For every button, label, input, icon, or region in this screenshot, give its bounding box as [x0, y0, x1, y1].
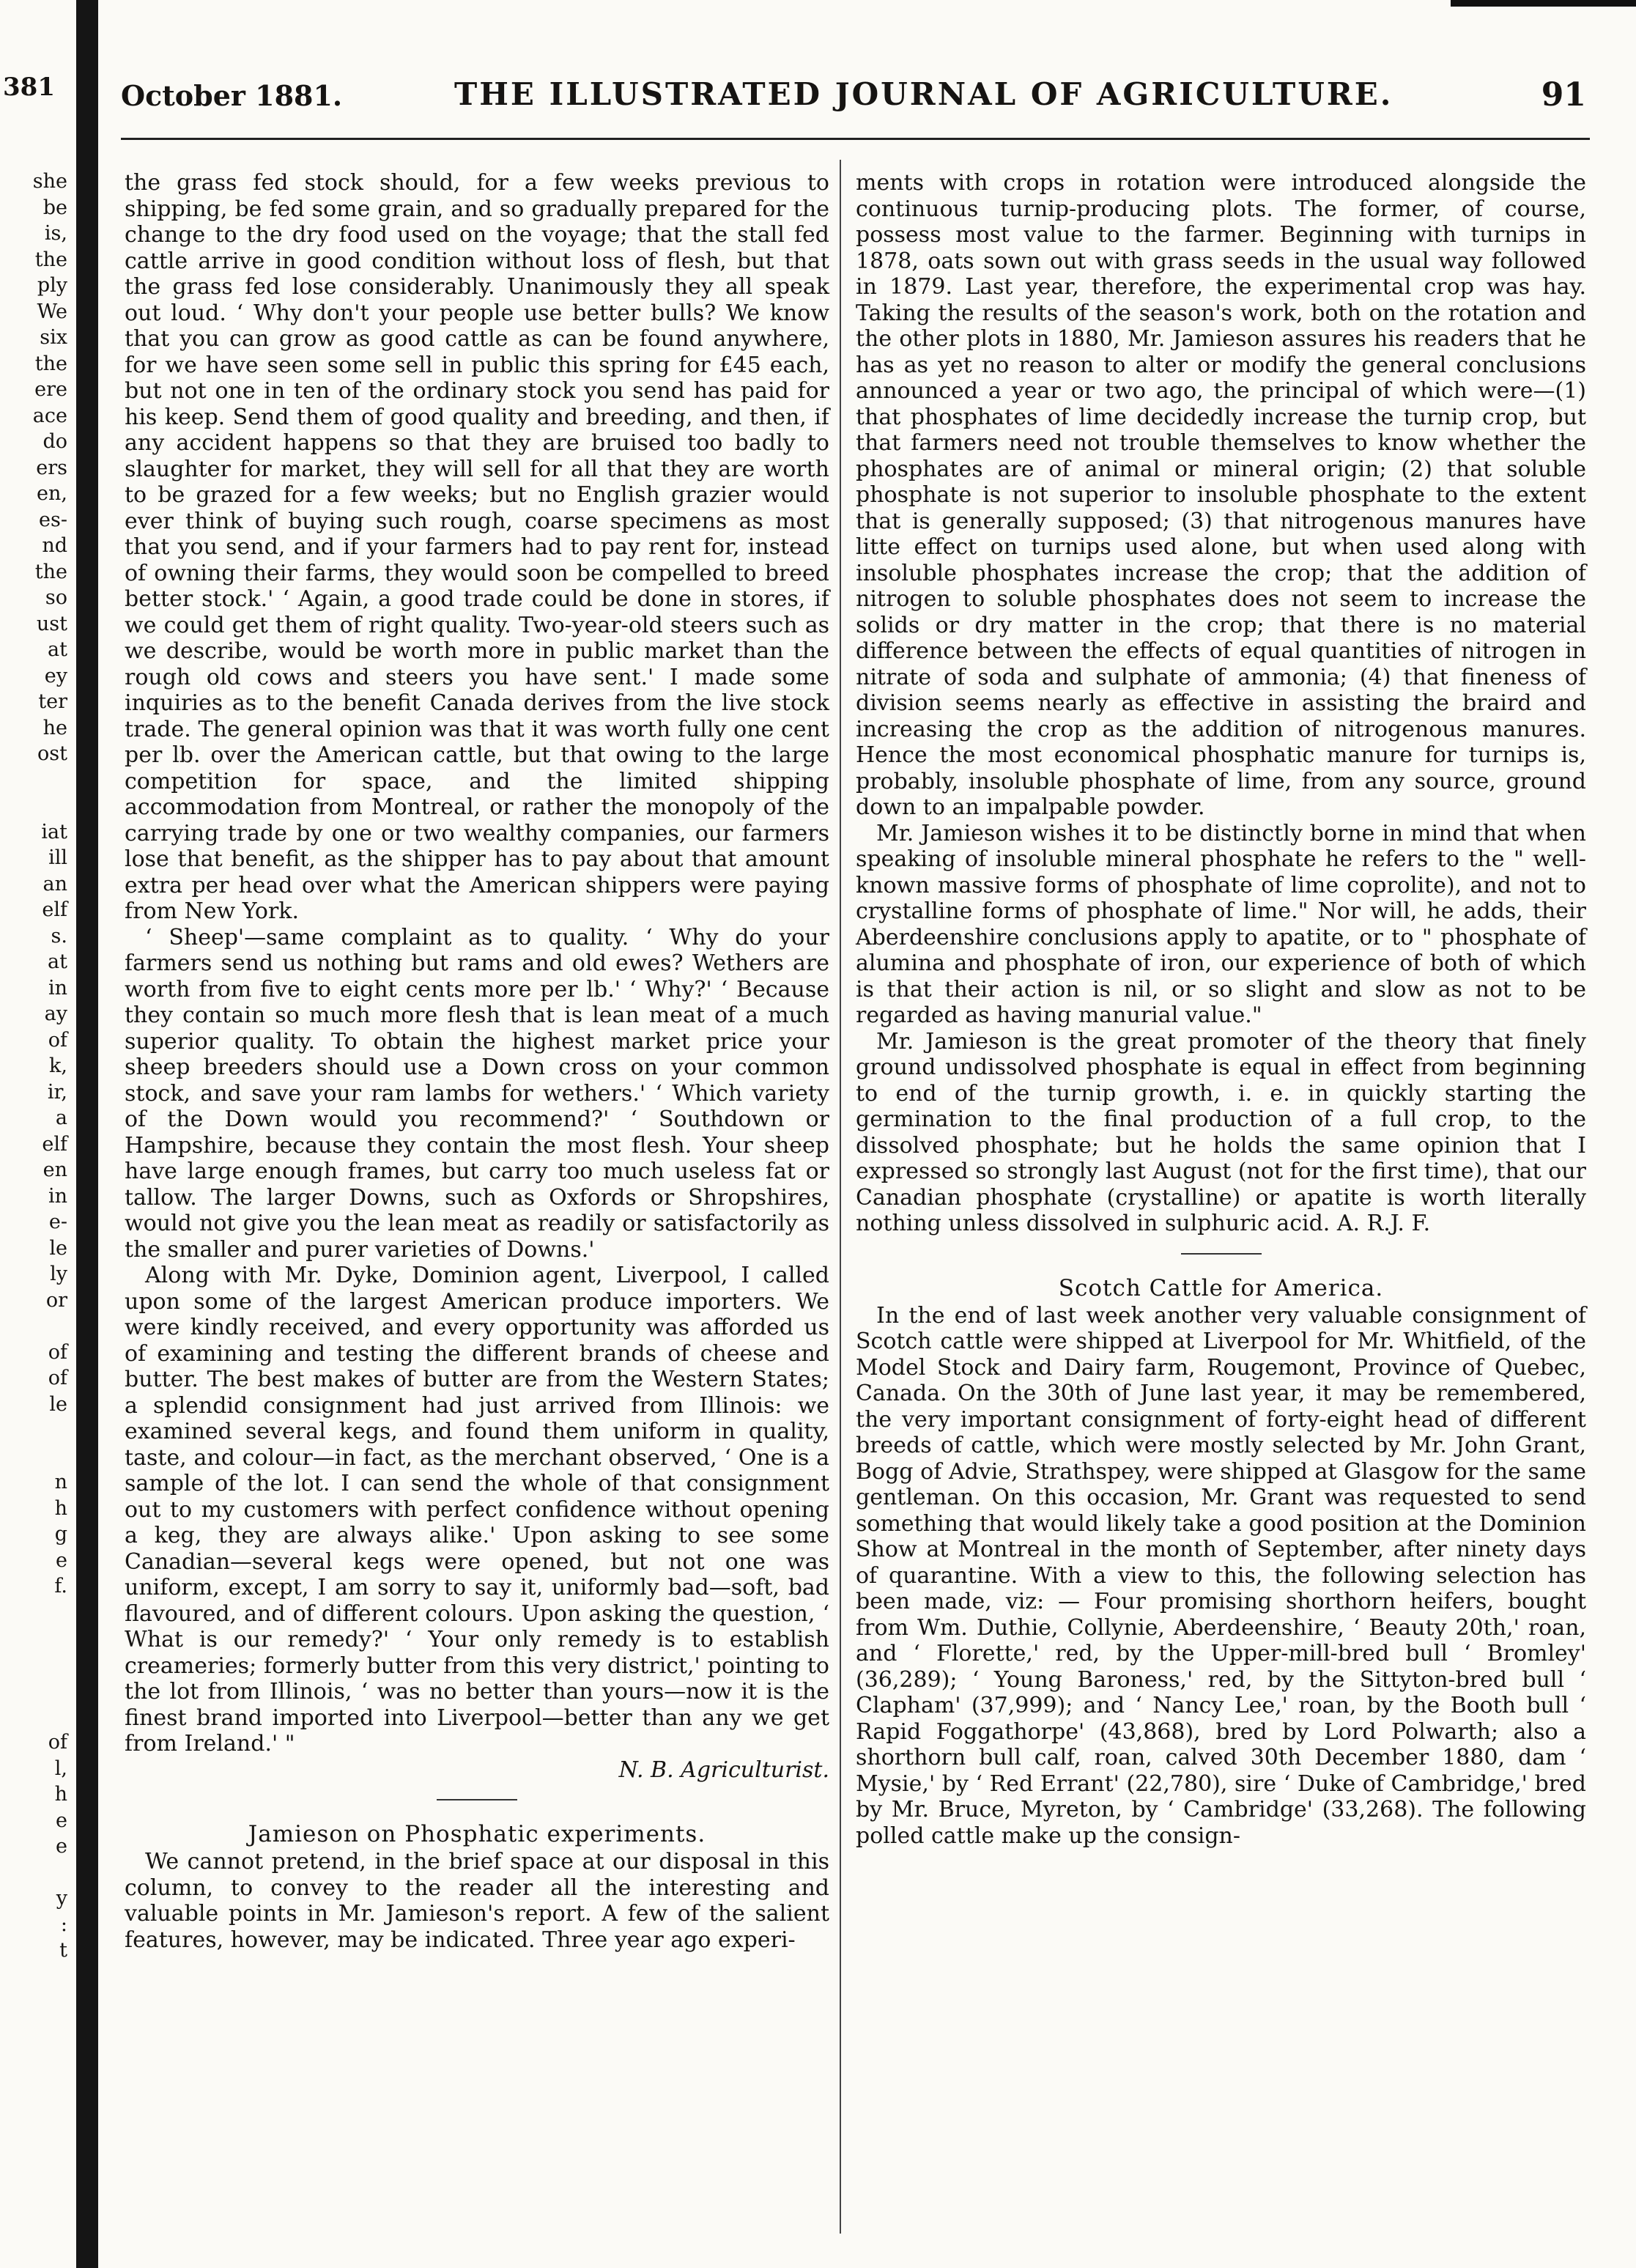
- margin-fragment: ill: [48, 846, 67, 869]
- section-heading-scotch-cattle: Scotch Cattle for America.: [1058, 1274, 1384, 1301]
- margin-fragment: [33, 1313, 67, 1340]
- margin-fragment: en,: [37, 482, 67, 505]
- margin-fragment: be: [42, 196, 67, 219]
- margin-fragment: [33, 1600, 67, 1626]
- margin-fragment: ir,: [47, 1080, 67, 1104]
- margin-fragment: y: [56, 1887, 67, 1910]
- margin-fragment: g: [54, 1523, 67, 1545]
- margin-fragment: t: [59, 1939, 67, 1962]
- margin-fragment: of: [48, 1367, 67, 1389]
- margin-fragment: e: [56, 1835, 67, 1858]
- margin-fragment: so: [45, 586, 67, 609]
- margin-fragment: f.: [54, 1575, 67, 1597]
- binding-gutter: [76, 0, 98, 2268]
- margin-fragment: she: [32, 170, 67, 193]
- margin-fragment: an: [42, 872, 67, 895]
- margin-fragment: ly: [50, 1263, 67, 1285]
- article-signature: N. B. Agriculturist.: [618, 1757, 829, 1783]
- section-rule: [1181, 1253, 1262, 1255]
- page-number: 91: [1541, 76, 1586, 114]
- margin-fragment: the: [34, 248, 67, 271]
- margin-fragment: elf: [42, 1132, 67, 1156]
- margin-fragment: n: [54, 1471, 67, 1493]
- paragraph-rotation-experiments: ments with crops in rotation were introduced alongside the continuous turnip-producing plots. The former, of course, possess most value to the farmer. Beginning with turnips in 1878, oats sown out with grass seeds in the usual way followed in 1879. Last year, therefore, the experimental crop was hay. Taking the results of the season's work, both on the rotation and the other plots in 1880, Mr. Jamieson assures his readers that he has as yet no reason to alter or modify the general conclusions announced a year or two ago, the principal of which were—(1) that phosphates of lime decidedly increase the turnip crop, but that farmers need not trouble themselves to know whether the phosphates are of animal or mineral origin; (2) that soluble phosphate is not superior to insoluble phosphate to the extent that is generally supposed; (3) that nitrogenous manures have litte effect on turnips used alone, but when used along with insoluble phosphates increase the crop; that the addition of nitrogen to soluble phosphates does not seem to increase the solids or dry matter in the crop; that there is no material difference between the effects of equal quantities of nitrogen in nitrate of soda and sulphate of ammonia; (4) that fineness of division seems nearly as effective in assisting the braird and increasing the crop as the addition of nitrogenous manures. Hence the most economical phosphatic manure for turnips is, probably, insoluble phosphate of lime, from any source, ground down to an impalpable powder.: [856, 170, 1586, 820]
- section-heading-jamieson: Jamieson on Phosphatic experiments.: [248, 1821, 706, 1847]
- margin-fragment: [33, 793, 67, 819]
- margin-fragment: en: [42, 1159, 67, 1181]
- paragraph-insoluble-phosphate: Mr. Jamieson wishes it to be distinctly borne in mind that when speaking of insoluble mineral phosphate he refers to the " well-known massive forms of phosphate of lime coprolite), and not to crystalline forms of phosphate of lime." Nor will, he adds, their Aberdeenshire conclusions apply to apatite, or to " phosphate of alumina and phosphate of iron, our experience of both of which is that their action is nil, or so slight and slow as not to be regarded as having manurial value.": [856, 820, 1586, 1028]
- margin-fragment: ay: [44, 1002, 67, 1025]
- running-header: [121, 73, 1586, 125]
- paragraph-sheep: ‘ Sheep'—same complaint as to quality. ‘ Why do your farmers send us nothing but rams and old ewes? Wethers are worth from five to eight cents more per lb.' ‘ Why?' ‘ Because they contain so much more flesh that is lean meat of a much superior quality. To obtain the highest market price your sheep breeders should use a Down cross on your common stock, and save your ram lambs for wethers.' ‘ Which variety of the Down would you recommend?' ‘ Southdown or Hampshire, because they contain the most flesh. Your sheep have large enough frames, but carry too much useless fat or tallow. The larger Downs, such as Oxfords or Shropshires, would not give you the lean meat as readily or satisfactorily as the smaller and purer varieties of Downs.': [125, 924, 829, 1263]
- margin-fragment: We: [37, 300, 67, 323]
- margin-fragment: [33, 1860, 67, 1886]
- margin-fragment: le: [49, 1236, 67, 1260]
- margin-fragment: ers: [36, 456, 67, 479]
- margin-fragment: es-: [39, 508, 67, 531]
- margin-fragment: h: [54, 1783, 67, 1806]
- margin-fragment: ey: [44, 664, 67, 687]
- margin-fragment: at: [48, 638, 67, 661]
- header-rule: [121, 138, 1590, 140]
- margin-fragment: nd: [42, 534, 67, 557]
- margin-fragment: [33, 1652, 67, 1678]
- top-edge-rule: [1451, 0, 1636, 7]
- margin-fragment: ost: [37, 742, 67, 765]
- margin-fragment: in: [48, 976, 67, 1000]
- issue-date: October 1881.: [121, 79, 343, 112]
- margin-fragment: s.: [51, 924, 67, 948]
- margin-fragment: k,: [49, 1054, 67, 1077]
- right-column: [856, 170, 1586, 1849]
- margin-fragment: h: [54, 1496, 67, 1520]
- paragraph-grass-fed-stock: the grass fed stock should, for a few weeks previous to shipping, be fed some grain, and so gradually prepared for the change to the dry food used on the voyage; that the stall fed cattle arrive in good condition without loss of flesh, but that the grass fed lose considerably. Unanimously they all speak out loud. ‘ Why don't your people use better bulls? We know that you can grow as good cattle as can be found anywhere, for we have seen some sell in public this spring for £45 each, but not one in ten of the ordinary stock you send has paid for his keep. Send them of good quality and breeding, and then, if any accident happens so that they are bruised too badly to slaughter for market, they will sell for all that they are worth to be grazed for a few weeks; but no English grazier would ever think of buying such rough, coarse specimens as most that you send, and if your farmers had to pay rent for, instead of owning their farms, they would soon be compelled to breed better stock.' ‘ Again, a good trade could be done in stores, if we could get them of right quality. Two-year-old steers such as we describe, would be worth more in public market than the rough old cows and steers you have sent.' I made some inquiries as to the benefit Canada derives from the live stock trade. The general opinion was that it was worth fully one cent per lb. over the American cattle, but that owing to the large competition for space, and the limited shipping accommodation from Montreal, or rather the monopoly of the carrying trade by one or two wealthy companies, our farmers lose that benefit, as the shipper has to pay about that amount extra per head over what the American shippers were paying from New York.: [125, 170, 829, 924]
- margin-fragment: of: [48, 1028, 67, 1052]
- margin-fragment: ace: [32, 404, 67, 427]
- margin-fragment: e: [56, 1809, 67, 1832]
- margin-fragment: of: [48, 1731, 67, 1754]
- margin-fragment: do: [42, 430, 67, 453]
- margin-fragment: ply: [37, 274, 67, 297]
- margin-fragment: ere: [34, 378, 67, 401]
- margin-fragment: iat: [41, 820, 67, 843]
- margin-fragment: is,: [44, 222, 67, 245]
- margin-fragment: a: [55, 1107, 67, 1129]
- margin-fragment: [33, 1677, 67, 1704]
- margin-fragment: six: [40, 326, 67, 349]
- margin-fragment: elf: [42, 898, 67, 921]
- margin-fragment: le: [49, 1392, 67, 1416]
- previous-page-fragment: [0, 0, 72, 2268]
- column-divider: [840, 160, 841, 2234]
- margin-fragment: :: [60, 1913, 67, 1936]
- paragraph-butter: Along with Mr. Dyke, Dominion agent, Liverpool, I called upon some of the largest American produce importers. We were kindly received, and every opportunity was afforded us of examining and testing the different brands of cheese and butter. The best makes of butter are from the Western States; a splendid consignment had just arrived from Illinois: we examined several kegs, and found them uniform in quality, taste, and colour—in fact, as the merchant observed, ‘ One is a sample of the lot. I can send the whole of that consignment out to my customers with perfect confidence without opening a keg, they are always alike.' Upon asking to see some Canadian—several kegs were opened, but not one was uniform, except, I am sorry to say it, uniformly bad—soft, bad flavoured, and of different colours. Upon asking the question, ‘ What is our remedy?' ‘ Your only remedy is to establish creameries; formerly butter from this very district,' pointing to the lot from Illinois, ‘ was no better than yours—now it is the finest brand imported into Liverpool—better than any we get from Ireland.' ": [125, 1263, 829, 1757]
- fragment-list: [33, 169, 67, 1964]
- margin-fragment: [33, 1704, 67, 1730]
- paragraph-jamieson-intro: We cannot pretend, in the brief space at our disposal in this column, to convey to the reader all the interesting and valuable points in Mr. Jamieson's report. A few of the salient features, however, may be indicated. Three year ago experi-: [125, 1849, 829, 1953]
- margin-fragment: [33, 1417, 67, 1444]
- margin-fragment: e: [56, 1548, 67, 1572]
- margin-fragment: he: [42, 716, 67, 739]
- margin-fragment: the: [34, 352, 67, 375]
- section-rule: [437, 1799, 517, 1800]
- margin-fragment: the: [34, 560, 67, 583]
- margin-fragment: ust: [36, 612, 67, 635]
- paragraph-theory: Mr. Jamieson is the great promoter of the theory that finely ground undissolved phosphate is equal in effect from beginning to end of the turnip growth, i. e. in quickly starting the germination to the final production of a full crop, to the dissolved phosphate; but he holds the same opinion that I expressed so strongly last August (not for the first time), that our Canadian phosphate (crystalline) or apatite is worth literally nothing unless dissolved in sulphuric acid. A. R.J. F.: [856, 1028, 1586, 1236]
- margin-fragment: ter: [38, 690, 67, 713]
- paragraph-scotch-cattle: In the end of last week another very valuable consignment of Scotch cattle were shipped at Liverpool for Mr. Whitfield, of the Model Stock and Dairy farm, Rougemont, Province of Quebec, Canada. On the 30th of June last year, it may be remembered, the very important consignment of forty-eight head of different breeds of cattle, which were mostly selected by Mr. John Grant, Bogg of Advie, Strathspey, were shipped at Glasgow for the same gentleman. On this occasion, Mr. Grant was requested to send something that would likely take a good position at the Dominion Show at Montreal in the month of September, after ninety days of quarantine. With a view to this, the following selection has been made, viz: — Four promising shorthorn heifers, bought from Wm. Duthie, Collynie, Aberdeenshire, ‘ Beauty 20th,' roan, and ‘ Florette,' red, by the Upper-mill-bred bull ‘ Bromley' (36,289); ‘ Young Baroness,' red, by the Sittyton-bred bull ‘ Clapham' (37,999); and ‘ Nancy Lee,' roan, by the Booth bull ‘ Rapid Foggathorpe' (43,868), bred by Lord Polwarth; also a shorthorn bull calf, roan, calved 30th December 1880, dam ‘ Mysie,' by ‘ Red Errant' (22,780), sire ‘ Duke of Cambridge,' bred by Mr. Bruce, Myreton, by ‘ Cambridge' (33,268). The following polled cattle make up the consign-: [856, 1302, 1586, 1849]
- margin-fragment: in: [48, 1184, 67, 1208]
- margin-fragment: [33, 767, 67, 794]
- left-column: [125, 170, 829, 1953]
- margin-fragment: of: [48, 1340, 67, 1364]
- margin-fragment: [33, 1444, 67, 1470]
- margin-fragment: at: [48, 950, 67, 973]
- previous-page-number: 381: [3, 73, 55, 102]
- margin-fragment: l,: [54, 1757, 67, 1780]
- journal-title: THE ILLUSTRATED JOURNAL OF AGRICULTURE.: [454, 76, 1393, 112]
- margin-fragment: [33, 1625, 67, 1652]
- margin-fragment: e-: [48, 1211, 67, 1233]
- margin-fragment: or: [45, 1288, 67, 1312]
